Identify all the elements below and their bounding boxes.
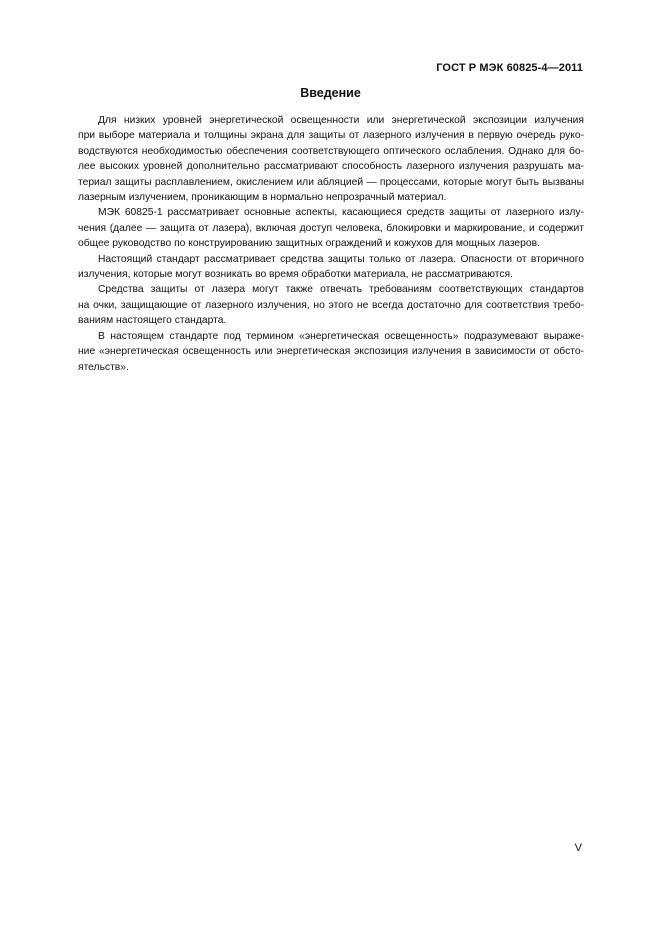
text-line: МЭК 60825-1 рассматривает основные аспекты, касающиеся средств защиты от лазерного излу- xyxy=(98,207,584,219)
text-line: ние «энергетическая освещенность или энергетическая экспозиция излучения в зависимости от обсто- xyxy=(78,346,584,358)
text-line: лее высоких уровней дополнительно рассматривают способность лазерного излучения разрушать ма- xyxy=(78,161,584,173)
text-line: общее руководство по конструированию защитных ограждений и кожухов для мощных лазеров. xyxy=(78,238,540,250)
text-line: териал защиты расплавлением, окислением или абляцией — процессами, которые могут быть вызваны xyxy=(78,176,584,188)
document-code: ГОСТ Р МЭК 60825-4—2011 xyxy=(436,62,583,74)
text-line: ятельств». xyxy=(78,361,129,373)
text-line: Средства защиты от лазера могут также отвечать требованиям соответствующих стандартов xyxy=(98,284,584,296)
page-number: V xyxy=(574,842,582,854)
paragraph-2 xyxy=(78,205,584,251)
text-line: Для низких уровней энергетической освещенности или энергетической экспозиции излучения xyxy=(98,115,584,126)
text-line: В настоящем стандарте под термином «энергетическая освещенность» подразумевают выраже- xyxy=(98,330,584,342)
text-line: Настоящий стандарт рассматривает средства защиты только от лазера. Опасности от вторичного xyxy=(98,253,584,265)
text-line: на очки, защищающие от лазерного излучения, но этого не всегда достаточно для соответствия требо- xyxy=(78,299,584,311)
text-line: чения (далее — защита от лазера), включая доступ человека, блокировки и маркирование, и содержит xyxy=(78,222,584,234)
paragraph-3 xyxy=(78,252,584,283)
paragraph-5 xyxy=(78,329,584,375)
text-line: водствуются необходимостью обеспечения соответствующего оптического ослабления. Однако для бо- xyxy=(78,145,584,157)
text-line: лазерным излучением, проникающим в нормально непрозрачный материал. xyxy=(78,192,447,204)
section-title: Введение xyxy=(300,86,361,100)
paragraph-4 xyxy=(78,282,584,328)
body-text xyxy=(78,113,584,375)
text-line: ваниям настоящего стандарта. xyxy=(78,315,227,327)
text-line: при выборе материала и толщины экрана для защиты от лазерного излучения в первую очередь руко- xyxy=(78,130,584,142)
paragraph-1 xyxy=(78,113,584,205)
text-line: излучения, которые могут возникать во время обработки материала, не рассматриваются. xyxy=(78,269,513,281)
